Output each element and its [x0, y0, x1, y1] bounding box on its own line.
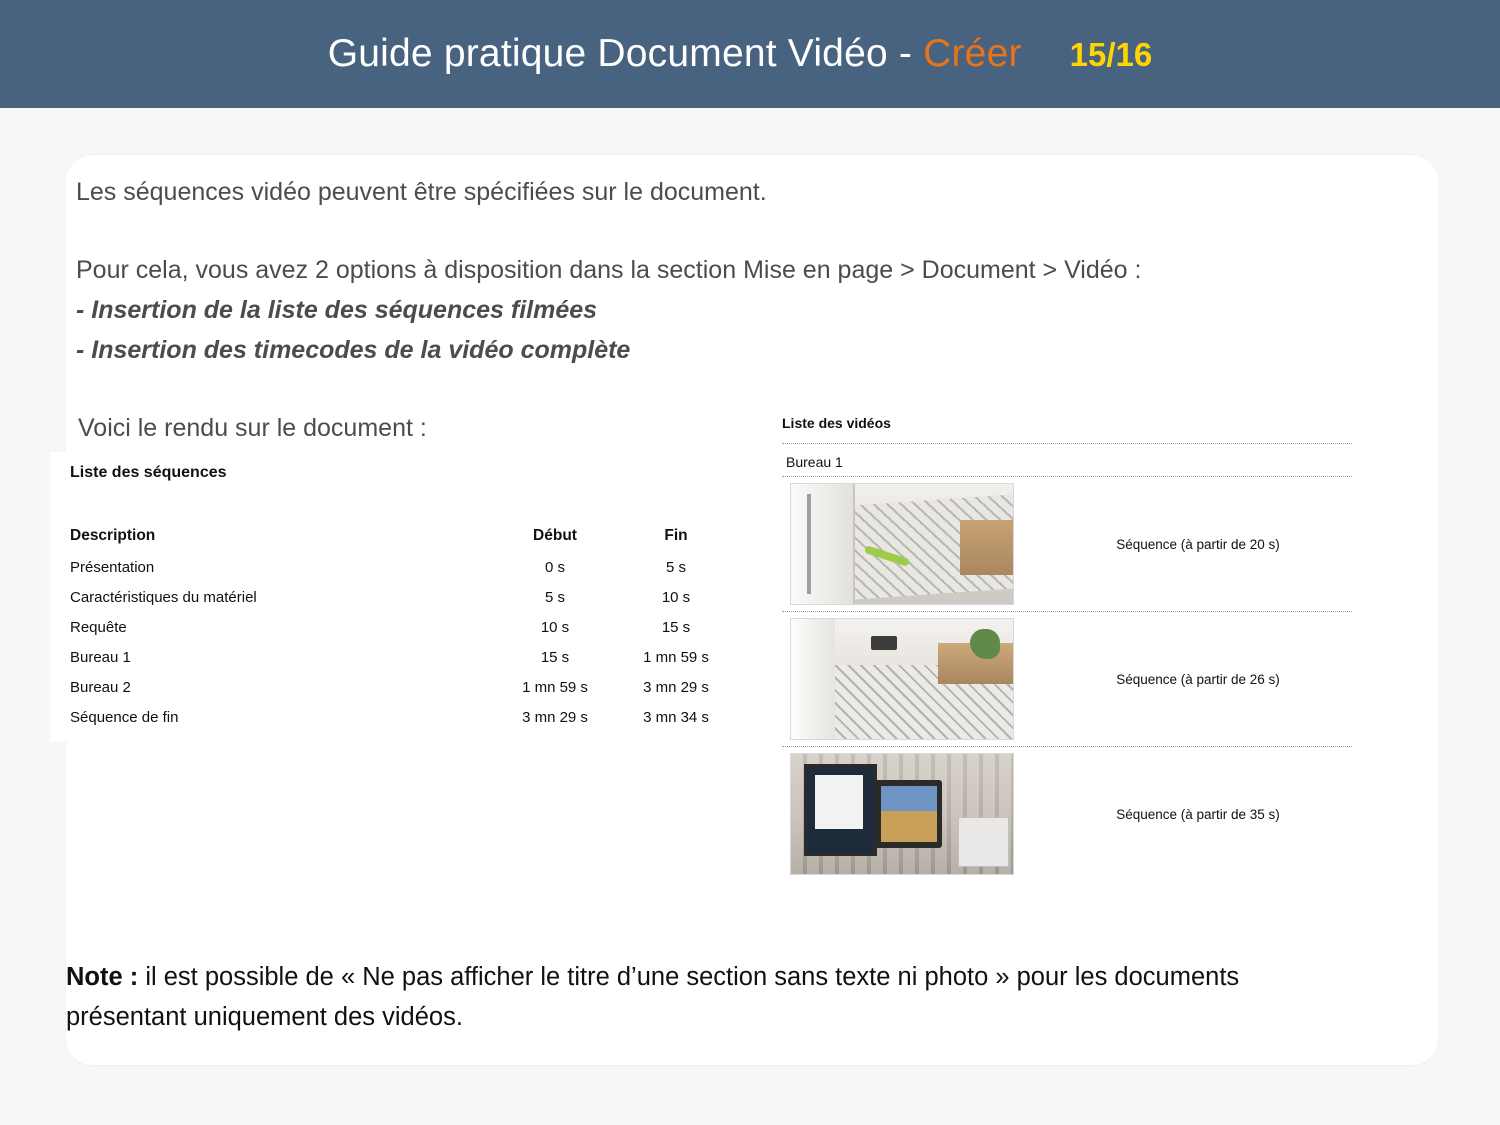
list-item: [782, 747, 1352, 881]
list-item: [782, 612, 1352, 746]
note-label: Note :: [66, 963, 139, 991]
video-list-title: Liste des vidéos: [782, 415, 891, 431]
cell-description: Bureau 1: [70, 649, 131, 666]
video-section-label: Bureau 1: [786, 454, 843, 470]
cell-debut: 10 s: [540, 619, 570, 636]
cell-debut: 3 mn 29 s: [522, 709, 588, 726]
cell-description: Bureau 2: [70, 679, 131, 696]
intro-text-block: [76, 172, 1376, 370]
video-caption-3: Séquence (à partir de 35 s): [1116, 806, 1280, 822]
video-thumbnail-3: [790, 753, 1014, 875]
sequence-list-preview: [50, 452, 750, 742]
cell-description: Présentation: [70, 559, 155, 576]
cell-debut: 15 s: [540, 649, 570, 666]
list-item: [782, 477, 1352, 611]
cell-fin: 3 mn 29 s: [643, 679, 709, 696]
column-header-fin: Fin: [664, 527, 688, 544]
render-caption: Voici le rendu sur le document :: [78, 414, 427, 442]
page-title-accent: Créer: [923, 32, 1022, 75]
cell-fin: 1 mn 59 s: [643, 649, 709, 666]
cell-description: Séquence de fin: [70, 709, 179, 726]
cell-debut: 0 s: [544, 559, 565, 576]
note-block: [66, 957, 1366, 1037]
slide-header: [0, 0, 1500, 108]
intro-line-2: Pour cela, vous avez 2 options à disposition dans la section Mise en page > Document > Vidéo :: [76, 256, 1142, 284]
cell-description: Requête: [70, 619, 127, 636]
page-indicator: 15/16: [1069, 36, 1153, 73]
sequence-list-title: Liste des séquences: [70, 464, 227, 481]
table-row: [70, 553, 732, 583]
table-row: [70, 613, 732, 643]
cell-description: Caractéristiques du matériel: [70, 589, 257, 606]
cell-fin: 3 mn 34 s: [643, 709, 709, 726]
column-header-debut: Début: [533, 527, 577, 544]
video-thumbnail-2: [790, 618, 1014, 740]
video-caption-1: Séquence (à partir de 20 s): [1116, 536, 1280, 552]
cell-fin: 15 s: [661, 619, 691, 636]
cell-debut: 5 s: [544, 589, 565, 606]
intro-option-2: - Insertion des timecodes de la vidéo complète: [76, 336, 631, 364]
page-title: [328, 32, 1022, 76]
sequence-table: [70, 527, 732, 733]
intro-line-1: Les séquences vidéo peuvent être spécifiées sur le document.: [76, 178, 767, 206]
page-title-main: Guide pratique Document Vidéo -: [327, 32, 924, 75]
note-text: il est possible de « Ne pas afficher le titre d’une section sans texte ni photo » pour les documents présentant uniquement des vidéos.: [66, 963, 1240, 1031]
video-list-preview: [782, 415, 1352, 881]
table-row: [70, 703, 732, 733]
table-header-row: [70, 527, 732, 553]
intro-option-1: - Insertion de la liste des séquences filmées: [76, 296, 598, 324]
cell-fin: 10 s: [661, 589, 691, 606]
cell-fin: 5 s: [665, 559, 686, 576]
video-caption-2: Séquence (à partir de 26 s): [1116, 671, 1280, 687]
table-row: [70, 673, 732, 703]
header-inner: [328, 32, 1153, 76]
table-row: [70, 583, 732, 613]
cell-debut: 1 mn 59 s: [522, 679, 588, 696]
video-thumbnail-1: [790, 483, 1014, 605]
column-header-description: Description: [70, 527, 156, 544]
table-row: [70, 643, 732, 673]
